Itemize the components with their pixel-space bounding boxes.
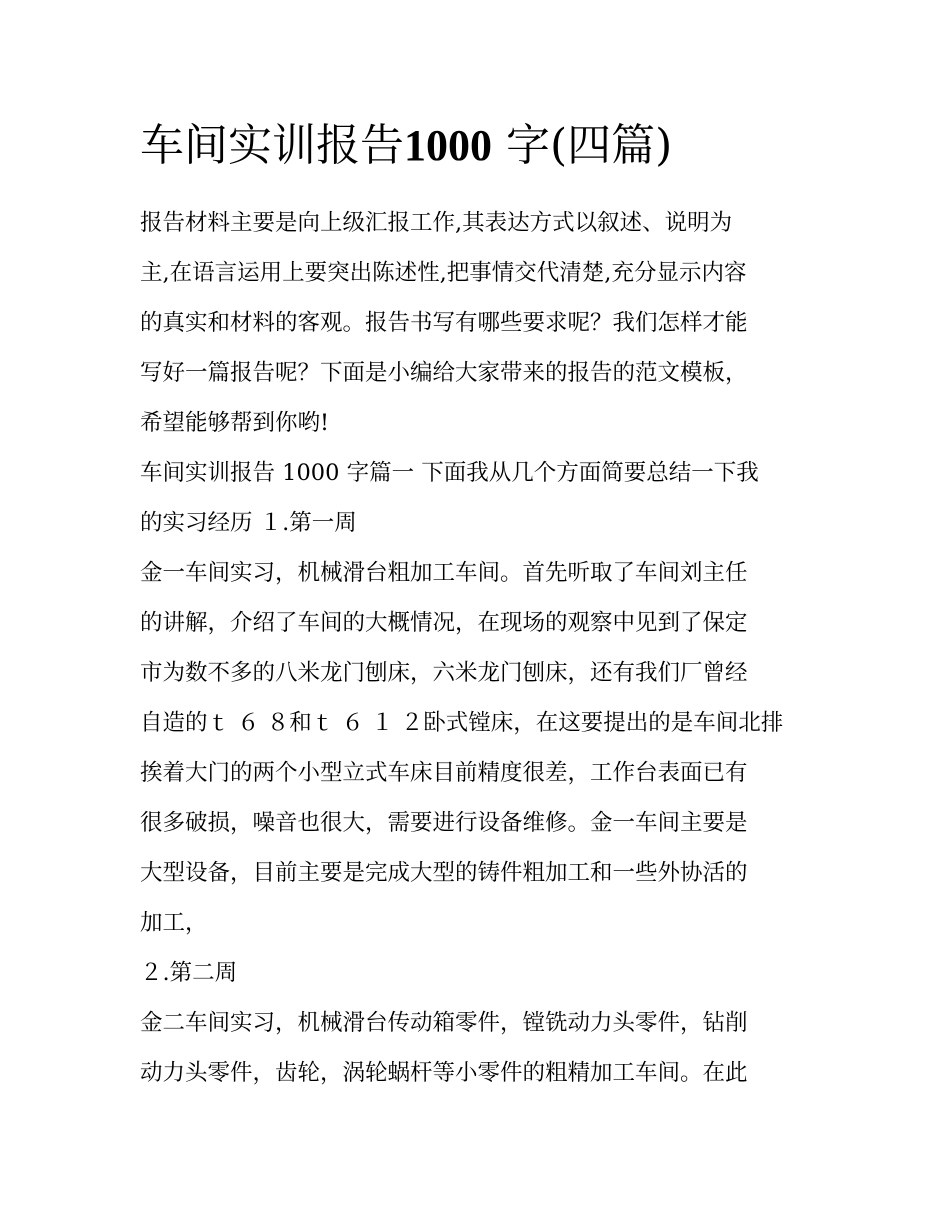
paragraph-week-two xyxy=(140,998,820,1098)
title-suffix: 字(四篇) xyxy=(506,120,673,171)
text-line: 主,在语言运用上要突出陈述性,把事情交代清楚,充分显示内容 xyxy=(140,260,747,286)
title-number: 1000 xyxy=(404,121,492,170)
text-line: 的讲解，介绍了车间的大概情况，在现场的观察中见到了保定 xyxy=(140,610,748,636)
text-line: 希望能够帮到你哟! xyxy=(140,410,330,436)
text-line: ２.第二周 xyxy=(140,960,238,986)
text-line: 金二车间实习，机械滑台传动箱零件，镗铣动力头零件，钻削 xyxy=(140,1010,748,1036)
text-line: 很多破损，噪音也很大，需要进行设备维修。金一车间主要是 xyxy=(140,810,748,836)
text-line: 加工， xyxy=(140,910,208,936)
text-line: 的真实和材料的客观。报告书写有哪些要求呢？我们怎样才能 xyxy=(140,310,748,336)
paragraph-week-one xyxy=(140,548,820,948)
paragraph-section-one xyxy=(140,448,820,548)
text-line: 动力头零件，齿轮，涡轮蜗杆等小零件的粗精加工车间。在此 xyxy=(140,1060,748,1086)
paragraph-intro xyxy=(140,198,820,448)
text-line: 挨着大门的两个小型立式车床目前精度很差，工作台表面已有 xyxy=(140,760,748,786)
title-prefix: 车间实训报告 xyxy=(140,120,404,171)
text-line: 大型设备，目前主要是完成大型的铸件粗加工和一些外协活的 xyxy=(140,860,748,886)
text-line: 金一车间实习，机械滑台粗加工车间。首先听取了车间刘主任 xyxy=(140,560,748,586)
document-body xyxy=(140,198,820,1098)
text-line: 写好一篇报告呢？下面是小编给大家带来的报告的范文模板， xyxy=(140,360,748,386)
text-line: 报告材料主要是向上级汇报工作,其表达方式以叙述、说明为 xyxy=(140,210,733,236)
text-line: 市为数不多的八米龙门刨床，六米龙门刨床，还有我们厂曾经 xyxy=(140,660,748,686)
document-title xyxy=(140,116,840,176)
paragraph-week-two-heading xyxy=(140,948,820,998)
text-line: 自造的ｔ ６ ８和ｔ ６ １ ２卧式镗床，在这要提出的是车间北排 xyxy=(140,710,784,736)
text-line: 车间实训报告 1000 字篇一 下面我从几个方面简要总结一下我 xyxy=(140,460,759,486)
text-line: 的实习经历 １.第一周 xyxy=(140,510,357,536)
